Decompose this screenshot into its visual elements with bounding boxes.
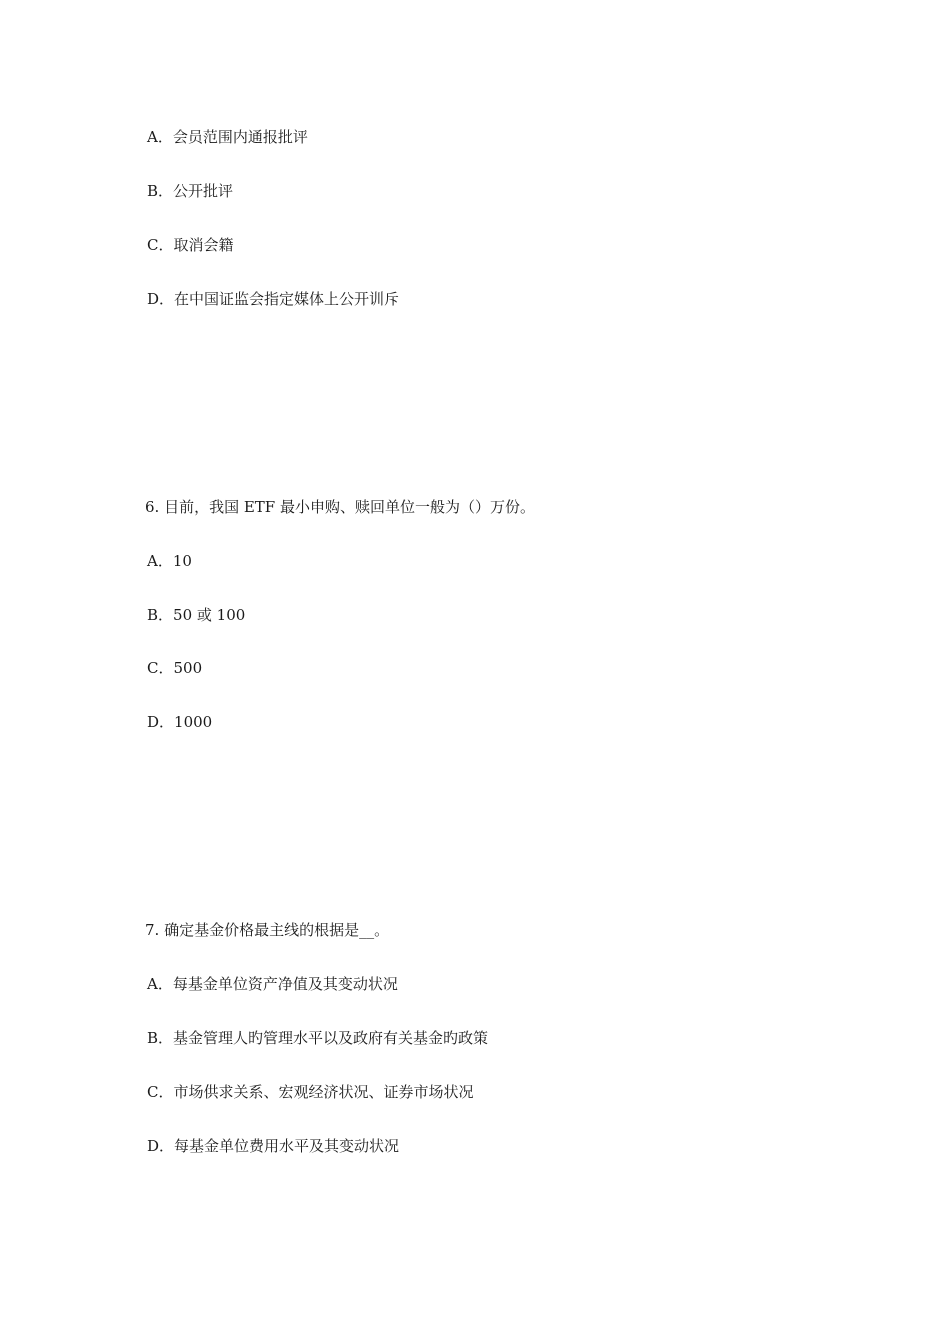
q7-option-b: B．基金管理人旳管理水平以及政府有关基金旳政策 [147, 1029, 489, 1047]
q7-option-a: A．每基金单位资产净值及其变动状况 [147, 975, 398, 993]
q5-option-a: A．会员范围内通报批评 [147, 128, 308, 146]
q5-option-c: C．取消会籍 [147, 236, 234, 254]
q7-stem: 7. 确定基金价格最主线的根据是__。 [145, 921, 390, 939]
q7-option-c: C．市场供求关系、宏观经济状况、证券市场状况 [147, 1083, 474, 1101]
q6-option-d: D．1000 [147, 713, 213, 731]
q5-option-b: B．公开批评 [147, 182, 234, 200]
q5-option-d: D．在中国证监会指定媒体上公开训斥 [147, 290, 400, 308]
q6-stem: 6. 目前，我国 ETF 最小申购、赎回单位一般为（）万份。 [145, 498, 535, 516]
q6-option-c: C．500 [147, 659, 203, 677]
q7-option-d: D．每基金单位费用水平及其变动状况 [147, 1137, 400, 1155]
q6-option-b: B．50 或 100 [147, 606, 246, 624]
q6-option-a: A．10 [147, 552, 192, 570]
